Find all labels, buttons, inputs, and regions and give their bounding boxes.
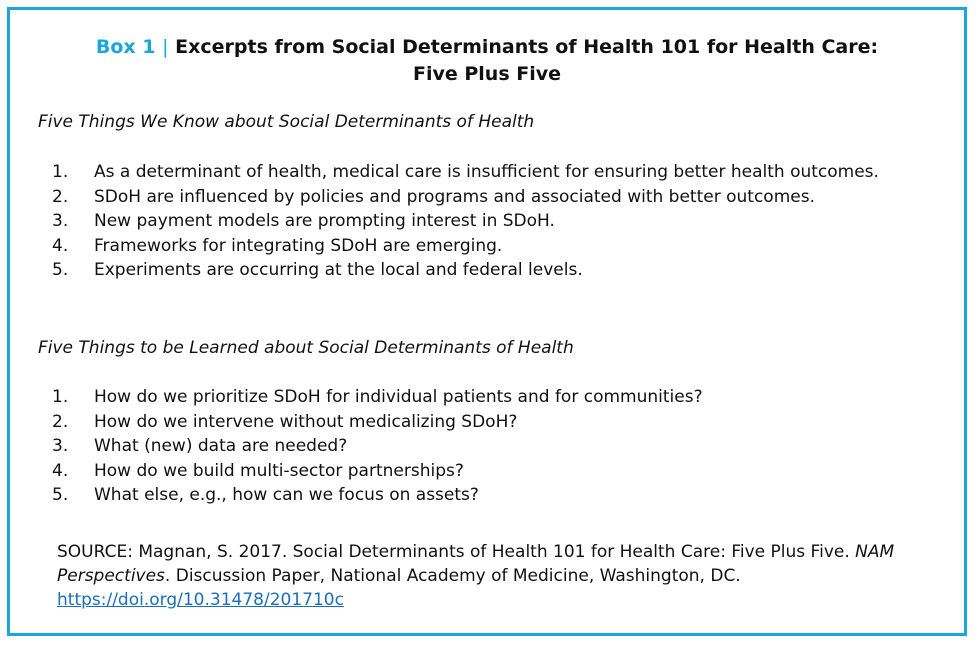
known-heading: Five Things We Know about Social Determinants of Health xyxy=(38,112,535,132)
item-text: How do we intervene without medicalizing SDoH? xyxy=(94,411,518,432)
item-number: 3. xyxy=(52,436,69,456)
source-prefix: SOURCE: Magnan, S. 2017. Social Determinants of Health 101 for Health Care: Five Plus Five. xyxy=(57,542,850,562)
item-text: As a determinant of health, medical care is insufficient for ensuring better health outcomes. xyxy=(94,162,879,182)
box-label: Box 1 xyxy=(95,36,156,58)
list-item xyxy=(52,160,932,185)
list-item xyxy=(52,185,932,210)
title-line-2: Five Plus Five xyxy=(412,63,562,85)
list-item xyxy=(52,459,932,484)
title-line-1: Excerpts from Social Determinants of Health 101 for Health Care: xyxy=(175,36,879,58)
source-middle: . Discussion Paper, National Academy of Medicine, Washington, DC. xyxy=(164,566,741,586)
box-title xyxy=(10,34,964,88)
item-number: 5. xyxy=(52,485,69,505)
list-item xyxy=(52,483,932,508)
item-number: 2. xyxy=(52,411,69,432)
item-text: Frameworks for integrating SDoH are emerging. xyxy=(94,235,503,256)
item-number: 4. xyxy=(52,235,69,256)
item-text: What else, e.g., how can we focus on assets? xyxy=(94,485,479,505)
item-text: Experiments are occurring at the local and federal levels. xyxy=(94,260,583,280)
source-journal: NAM Perspectives xyxy=(57,542,895,586)
source-citation xyxy=(57,540,957,612)
list-item xyxy=(52,410,932,435)
title-separator: | xyxy=(162,36,169,58)
item-number: 2. xyxy=(52,186,69,207)
known-list xyxy=(52,160,932,283)
item-number: 3. xyxy=(52,211,69,231)
item-number: 1. xyxy=(52,162,69,182)
learned-heading: Five Things to be Learned about Social Determinants of Health xyxy=(38,338,574,358)
item-number: 1. xyxy=(52,387,69,407)
list-item xyxy=(52,385,932,410)
excerpt-box xyxy=(7,7,967,636)
list-item xyxy=(52,258,932,283)
item-number: 4. xyxy=(52,460,69,481)
list-item xyxy=(52,434,932,459)
doi-link[interactable]: https://doi.org/10.31478/201710c xyxy=(57,590,344,610)
item-text: How do we build multi-sector partnerships? xyxy=(94,460,464,481)
item-text: SDoH are influenced by policies and programs and associated with better outcomes. xyxy=(94,186,815,207)
list-item xyxy=(52,209,932,234)
learned-list xyxy=(52,385,932,508)
list-item xyxy=(52,234,932,259)
item-number: 5. xyxy=(52,260,69,280)
item-text: What (new) data are needed? xyxy=(94,436,348,456)
item-text: How do we prioritize SDoH for individual patients and for communities? xyxy=(94,387,703,407)
item-text: New payment models are prompting interest in SDoH. xyxy=(94,211,555,231)
